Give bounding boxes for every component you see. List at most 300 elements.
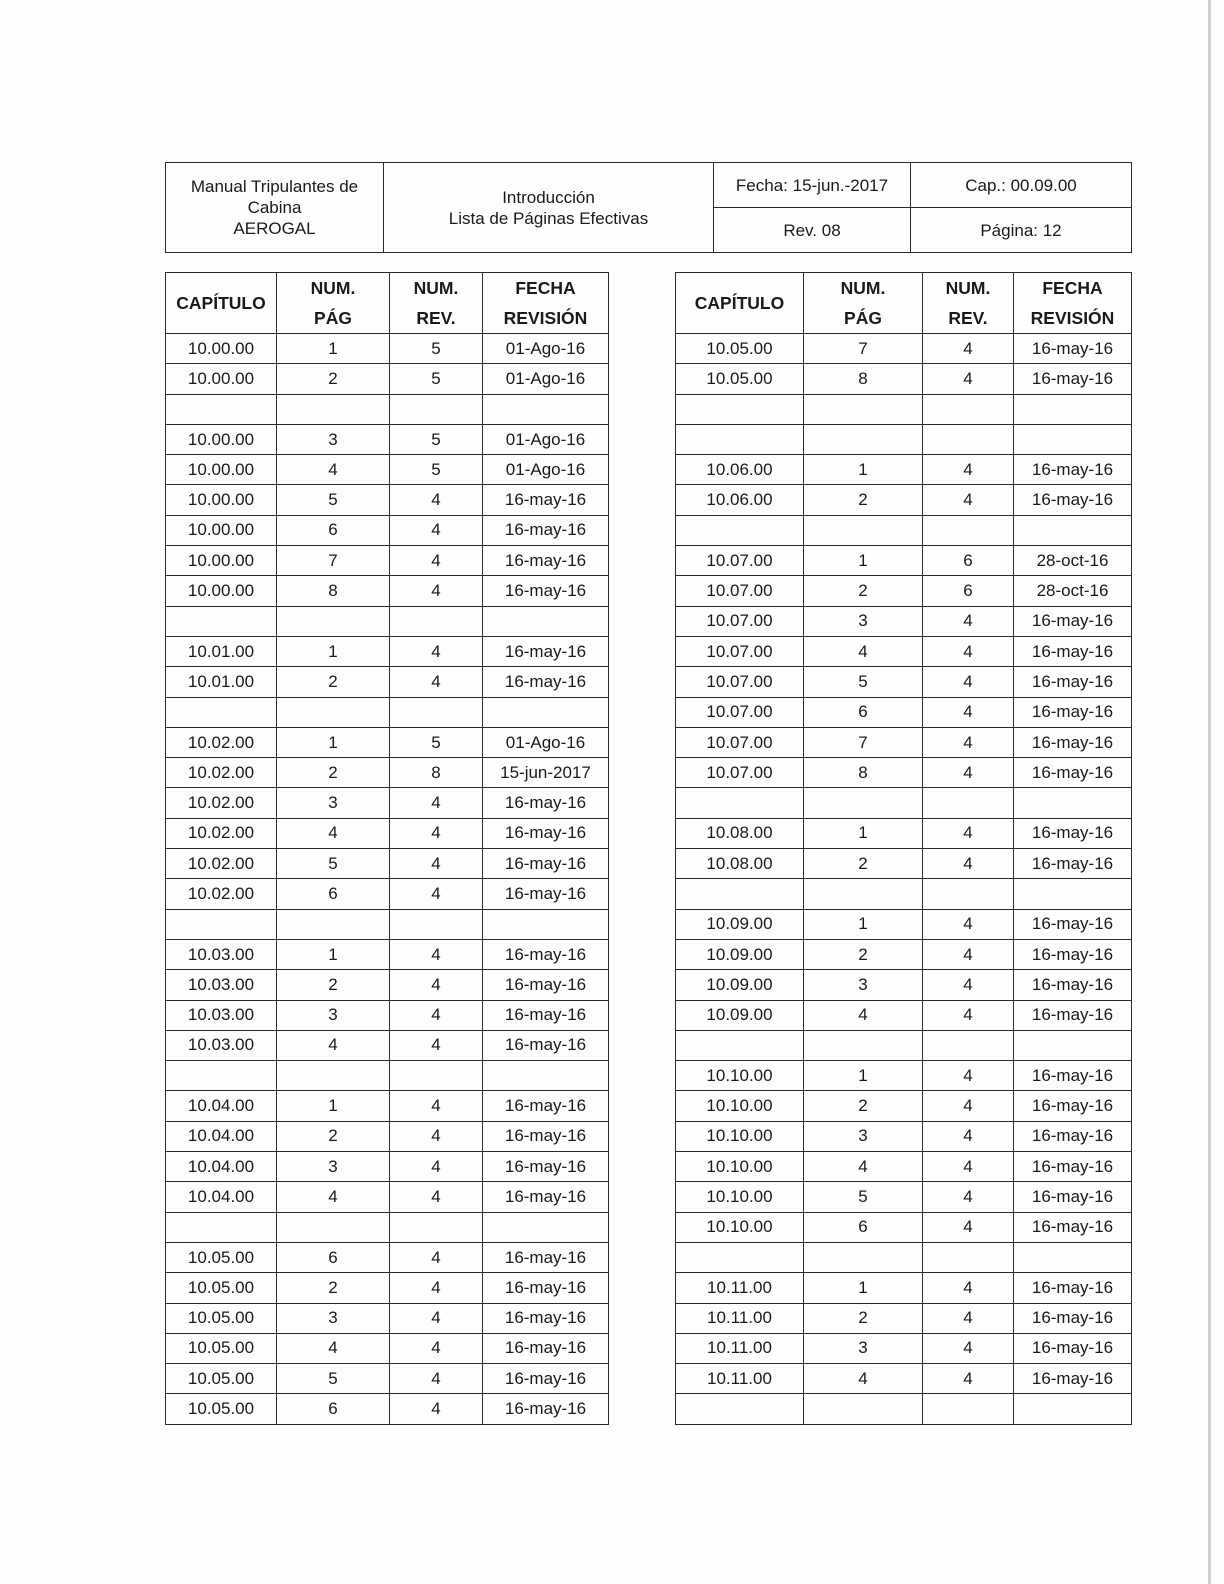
cell-num-rev: 4 (923, 909, 1014, 939)
cell-capitulo (166, 1061, 277, 1091)
table-row (166, 455, 609, 485)
cell-num-rev (390, 697, 483, 727)
cell-num-rev (923, 1030, 1014, 1060)
table-row (676, 667, 1132, 697)
cell-capitulo: 10.00.00 (166, 334, 277, 364)
section-title-line1: Introducción (502, 187, 595, 207)
capitulo-cell: Cap.: 00.09.00 (911, 163, 1132, 208)
cell-fecha: 28-oct-16 (1014, 576, 1132, 606)
cell-capitulo: 10.05.00 (676, 334, 804, 364)
cell-capitulo: 10.02.00 (166, 849, 277, 879)
cell-fecha (1014, 1394, 1132, 1424)
cell-fecha: 16-may-16 (1014, 1000, 1132, 1030)
table-row (166, 788, 609, 818)
cell-capitulo (166, 394, 277, 424)
cell-num-pag: 1 (804, 818, 923, 848)
cell-capitulo: 10.05.00 (676, 364, 804, 394)
cell-num-pag: 7 (804, 334, 923, 364)
table-row (166, 1152, 609, 1182)
cell-capitulo: 10.05.00 (166, 1394, 277, 1424)
cell-num-rev: 5 (390, 334, 483, 364)
cell-fecha: 16-may-16 (1014, 1364, 1132, 1394)
cell-num-pag: 1 (804, 455, 923, 485)
cell-num-pag: 4 (804, 636, 923, 666)
col-num-rev (923, 273, 1014, 334)
cell-fecha: 16-may-16 (1014, 1182, 1132, 1212)
cell-num-pag (804, 1394, 923, 1424)
cell-capitulo: 10.05.00 (166, 1242, 277, 1272)
table-row (676, 364, 1132, 394)
table-row (166, 394, 609, 424)
cell-num-rev: 4 (923, 818, 1014, 848)
table-row (166, 939, 609, 969)
table-row (166, 758, 609, 788)
table-row (166, 424, 609, 454)
cell-capitulo: 10.02.00 (166, 818, 277, 848)
col-num-pag-line1: NUM. (310, 278, 356, 298)
col-num-pag (804, 273, 923, 334)
cell-num-rev: 4 (923, 1061, 1014, 1091)
cell-num-rev: 4 (390, 1273, 483, 1303)
table-row (166, 1394, 609, 1424)
cell-num-pag: 2 (804, 485, 923, 515)
cell-capitulo: 10.07.00 (676, 727, 804, 757)
cell-capitulo: 10.01.00 (166, 636, 277, 666)
table-row (676, 727, 1132, 757)
cell-num-rev: 4 (923, 1273, 1014, 1303)
col-fecha-line2: REVISIÓN (1030, 308, 1115, 328)
col-fecha-line2: REVISIÓN (503, 308, 588, 328)
cell-fecha (483, 394, 609, 424)
effective-pages-table-left (165, 272, 609, 1425)
cell-capitulo: 10.08.00 (676, 849, 804, 879)
cell-fecha: 16-may-16 (483, 485, 609, 515)
cell-num-rev: 4 (923, 364, 1014, 394)
table-row (166, 334, 609, 364)
table-row (166, 1273, 609, 1303)
col-fecha-revision (483, 273, 609, 334)
cell-fecha: 16-may-16 (483, 1030, 609, 1060)
scan-edge (1208, 0, 1211, 1584)
table-row (166, 909, 609, 939)
cell-num-pag: 1 (804, 909, 923, 939)
table-row (676, 455, 1132, 485)
table-row (676, 576, 1132, 606)
cell-num-rev (923, 424, 1014, 454)
cell-num-rev: 4 (390, 1242, 483, 1272)
cell-fecha: 28-oct-16 (1014, 546, 1132, 576)
cell-capitulo: 10.04.00 (166, 1091, 277, 1121)
table-row (676, 1303, 1132, 1333)
cell-capitulo (166, 909, 277, 939)
cell-num-rev: 4 (923, 1152, 1014, 1182)
cell-num-pag: 6 (277, 1242, 390, 1272)
cell-fecha: 16-may-16 (1014, 1212, 1132, 1242)
cell-fecha: 16-may-16 (1014, 849, 1132, 879)
cell-num-pag (804, 1030, 923, 1060)
cell-capitulo: 10.09.00 (676, 970, 804, 1000)
table-row (676, 1394, 1132, 1424)
cell-num-rev (923, 1394, 1014, 1424)
cell-fecha: 16-may-16 (483, 788, 609, 818)
col-num-pag (277, 273, 390, 334)
cell-num-pag: 1 (804, 1273, 923, 1303)
table-row (676, 424, 1132, 454)
table-row (166, 485, 609, 515)
table-row (166, 1091, 609, 1121)
col-fecha-revision (1014, 273, 1132, 334)
cell-capitulo: 10.02.00 (166, 727, 277, 757)
document-title-line3: AEROGAL (233, 219, 316, 238)
cell-capitulo: 10.09.00 (676, 1000, 804, 1030)
cell-fecha: 16-may-16 (1014, 1333, 1132, 1363)
cell-capitulo: 10.03.00 (166, 1030, 277, 1060)
cell-fecha (483, 1212, 609, 1242)
cell-num-rev (390, 1212, 483, 1242)
table-row (166, 546, 609, 576)
cell-fecha: 16-may-16 (1014, 606, 1132, 636)
table-row (676, 546, 1132, 576)
cell-num-pag: 2 (804, 849, 923, 879)
cell-fecha: 16-may-16 (483, 818, 609, 848)
table-row (676, 636, 1132, 666)
cell-num-pag: 7 (804, 727, 923, 757)
cell-fecha: 16-may-16 (1014, 667, 1132, 697)
table-row (676, 909, 1132, 939)
document-title-cell (166, 163, 384, 253)
col-num-pag-line2: PÁG (844, 308, 882, 328)
table-row (166, 667, 609, 697)
cell-num-pag: 6 (277, 515, 390, 545)
col-num-rev-line2: REV. (416, 308, 456, 328)
col-num-rev-line1: NUM. (945, 278, 991, 298)
cell-capitulo: 10.07.00 (676, 546, 804, 576)
cell-num-rev: 4 (390, 818, 483, 848)
cell-num-pag: 3 (277, 1152, 390, 1182)
table-row (166, 364, 609, 394)
cell-num-pag: 5 (277, 485, 390, 515)
effective-pages-table-right (675, 272, 1132, 1425)
cell-fecha: 16-may-16 (1014, 1121, 1132, 1151)
cell-num-rev: 6 (923, 546, 1014, 576)
cell-fecha: 16-may-16 (483, 667, 609, 697)
table-body-right (676, 334, 1132, 1425)
cell-capitulo: 10.07.00 (676, 636, 804, 666)
cell-num-rev (390, 1061, 483, 1091)
cell-num-rev: 4 (390, 636, 483, 666)
cell-num-pag: 1 (804, 546, 923, 576)
cell-fecha: 16-may-16 (483, 1182, 609, 1212)
cell-fecha: 16-may-16 (1014, 1091, 1132, 1121)
cell-num-pag: 8 (804, 364, 923, 394)
cell-num-rev (390, 606, 483, 636)
cell-num-pag: 4 (804, 1152, 923, 1182)
cell-capitulo: 10.06.00 (676, 485, 804, 515)
cell-capitulo: 10.11.00 (676, 1364, 804, 1394)
cell-fecha: 01-Ago-16 (483, 334, 609, 364)
cell-capitulo: 10.10.00 (676, 1061, 804, 1091)
cell-fecha (1014, 1030, 1132, 1060)
cell-num-pag: 1 (277, 727, 390, 757)
cell-num-rev: 4 (390, 1182, 483, 1212)
cell-fecha: 16-may-16 (1014, 334, 1132, 364)
cell-fecha: 01-Ago-16 (483, 364, 609, 394)
section-title-cell (384, 163, 714, 253)
cell-capitulo: 10.02.00 (166, 879, 277, 909)
cell-fecha: 01-Ago-16 (483, 727, 609, 757)
table-row (166, 727, 609, 757)
cell-fecha: 16-may-16 (483, 849, 609, 879)
cell-fecha: 16-may-16 (1014, 1273, 1132, 1303)
pagina-cell: Página: 12 (911, 208, 1132, 253)
cell-num-pag (277, 606, 390, 636)
cell-capitulo: 10.03.00 (166, 1000, 277, 1030)
table-row (166, 1182, 609, 1212)
cell-num-pag: 4 (277, 1030, 390, 1060)
cell-fecha: 16-may-16 (1014, 818, 1132, 848)
cell-fecha: 16-may-16 (483, 1000, 609, 1030)
table-row (166, 879, 609, 909)
cell-num-rev: 4 (390, 667, 483, 697)
cell-fecha (1014, 515, 1132, 545)
cell-fecha: 16-may-16 (1014, 909, 1132, 939)
table-row (166, 970, 609, 1000)
table-row (166, 1000, 609, 1030)
cell-num-rev: 4 (923, 1303, 1014, 1333)
cell-capitulo: 10.07.00 (676, 697, 804, 727)
cell-capitulo: 10.04.00 (166, 1182, 277, 1212)
cell-fecha: 01-Ago-16 (483, 455, 609, 485)
cell-num-pag: 4 (277, 455, 390, 485)
table-row (166, 1061, 609, 1091)
cell-capitulo (676, 424, 804, 454)
cell-capitulo: 10.07.00 (676, 667, 804, 697)
cell-num-rev (390, 394, 483, 424)
table-row (166, 606, 609, 636)
cell-fecha: 16-may-16 (483, 1273, 609, 1303)
cell-num-pag: 2 (804, 576, 923, 606)
cell-fecha (1014, 394, 1132, 424)
cell-num-pag: 4 (804, 1000, 923, 1030)
cell-num-rev: 4 (390, 970, 483, 1000)
cell-num-rev: 8 (390, 758, 483, 788)
cell-num-pag (277, 1061, 390, 1091)
cell-num-rev: 4 (923, 636, 1014, 666)
table-header-row (166, 273, 609, 334)
cell-capitulo: 10.05.00 (166, 1303, 277, 1333)
cell-capitulo: 10.00.00 (166, 455, 277, 485)
cell-num-rev: 6 (923, 576, 1014, 606)
document-title-line2: Cabina (247, 198, 302, 217)
cell-num-pag: 7 (277, 546, 390, 576)
cell-num-pag (804, 879, 923, 909)
table-row (676, 1030, 1132, 1060)
col-num-rev-line2: REV. (948, 308, 988, 328)
table-row (166, 515, 609, 545)
cell-num-rev: 4 (923, 1091, 1014, 1121)
cell-num-rev (923, 788, 1014, 818)
cell-num-pag: 2 (804, 1091, 923, 1121)
cell-capitulo: 10.07.00 (676, 606, 804, 636)
cell-num-rev: 4 (390, 939, 483, 969)
cell-num-rev: 4 (923, 1121, 1014, 1151)
cell-capitulo: 10.00.00 (166, 424, 277, 454)
cell-num-pag: 6 (277, 879, 390, 909)
cell-num-rev: 4 (923, 667, 1014, 697)
cell-num-pag: 5 (277, 849, 390, 879)
table-row (676, 849, 1132, 879)
cell-num-rev: 4 (390, 1000, 483, 1030)
cell-capitulo: 10.02.00 (166, 758, 277, 788)
cell-num-pag: 4 (277, 818, 390, 848)
cell-fecha: 16-may-16 (483, 1091, 609, 1121)
cell-fecha: 16-may-16 (483, 576, 609, 606)
col-capitulo: CAPÍTULO (676, 273, 804, 334)
table-row (676, 879, 1132, 909)
cell-num-rev: 4 (390, 1394, 483, 1424)
cell-num-pag (277, 909, 390, 939)
cell-capitulo (166, 1212, 277, 1242)
cell-num-rev: 4 (390, 546, 483, 576)
cell-num-rev: 4 (390, 1152, 483, 1182)
cell-fecha: 16-may-16 (483, 636, 609, 666)
cell-fecha: 16-may-16 (1014, 364, 1132, 394)
cell-num-pag: 3 (804, 1333, 923, 1363)
table-row (166, 818, 609, 848)
cell-num-rev: 4 (923, 1364, 1014, 1394)
cell-fecha (1014, 788, 1132, 818)
cell-num-pag: 3 (277, 424, 390, 454)
cell-capitulo (676, 879, 804, 909)
cell-num-rev: 4 (923, 970, 1014, 1000)
cell-fecha: 16-may-16 (483, 1121, 609, 1151)
table-row (166, 697, 609, 727)
cell-num-pag: 5 (277, 1364, 390, 1394)
cell-num-pag (277, 394, 390, 424)
cell-num-rev: 4 (923, 727, 1014, 757)
cell-capitulo: 10.00.00 (166, 576, 277, 606)
cell-fecha: 16-may-16 (483, 1333, 609, 1363)
cell-fecha: 16-may-16 (483, 546, 609, 576)
cell-num-pag: 2 (804, 939, 923, 969)
table-row (676, 1121, 1132, 1151)
cell-num-pag: 2 (277, 970, 390, 1000)
cell-capitulo (166, 697, 277, 727)
table-row (676, 1152, 1132, 1182)
cell-num-rev: 4 (390, 1303, 483, 1333)
cell-capitulo: 10.05.00 (166, 1364, 277, 1394)
cell-fecha: 16-may-16 (1014, 1303, 1132, 1333)
col-num-rev-line1: NUM. (413, 278, 459, 298)
cell-fecha: 16-may-16 (483, 1364, 609, 1394)
table-row (676, 485, 1132, 515)
cell-capitulo (676, 1242, 804, 1272)
cell-capitulo: 10.08.00 (676, 818, 804, 848)
cell-fecha: 01-Ago-16 (483, 424, 609, 454)
cell-num-pag: 8 (804, 758, 923, 788)
cell-fecha (1014, 1242, 1132, 1272)
cell-num-rev: 4 (390, 1333, 483, 1363)
cell-capitulo: 10.09.00 (676, 909, 804, 939)
cell-num-pag: 6 (804, 697, 923, 727)
table-body-left (166, 334, 609, 1425)
fecha-cell: Fecha: 15-jun.-2017 (714, 163, 911, 208)
table-row (676, 1182, 1132, 1212)
cell-num-pag: 3 (277, 788, 390, 818)
cell-num-pag: 3 (804, 970, 923, 1000)
table-row (676, 818, 1132, 848)
cell-capitulo: 10.07.00 (676, 576, 804, 606)
col-num-rev (390, 273, 483, 334)
cell-num-rev: 4 (390, 1121, 483, 1151)
col-num-pag-line1: NUM. (840, 278, 886, 298)
document-title-line1: Manual Tripulantes de (190, 177, 359, 196)
cell-capitulo: 10.10.00 (676, 1182, 804, 1212)
table-row (676, 1242, 1132, 1272)
cell-num-rev: 4 (923, 455, 1014, 485)
cell-fecha (483, 909, 609, 939)
cell-num-rev: 4 (390, 485, 483, 515)
cell-fecha: 16-may-16 (1014, 970, 1132, 1000)
cell-capitulo: 10.04.00 (166, 1152, 277, 1182)
cell-num-rev: 4 (390, 1091, 483, 1121)
cell-fecha (1014, 424, 1132, 454)
cell-num-pag: 5 (804, 1182, 923, 1212)
cell-capitulo (166, 606, 277, 636)
table-row (166, 849, 609, 879)
cell-num-pag: 2 (804, 1303, 923, 1333)
cell-num-pag: 3 (804, 606, 923, 636)
table-header-row (676, 273, 1132, 334)
cell-fecha: 16-may-16 (483, 1152, 609, 1182)
cell-capitulo: 10.05.00 (166, 1333, 277, 1363)
cell-num-rev: 5 (390, 364, 483, 394)
cell-capitulo: 10.07.00 (676, 758, 804, 788)
cell-num-rev: 4 (923, 758, 1014, 788)
table-row (166, 1212, 609, 1242)
table-row (166, 1333, 609, 1363)
table-row (676, 1273, 1132, 1303)
cell-fecha: 16-may-16 (483, 1394, 609, 1424)
cell-capitulo: 10.11.00 (676, 1333, 804, 1363)
cell-capitulo: 10.03.00 (166, 939, 277, 969)
revision-cell: Rev. 08 (714, 208, 911, 253)
cell-num-rev: 4 (390, 576, 483, 606)
table-row (166, 1303, 609, 1333)
cell-num-rev: 4 (390, 1030, 483, 1060)
cell-fecha: 16-may-16 (483, 1303, 609, 1333)
cell-fecha: 16-may-16 (1014, 758, 1132, 788)
cell-capitulo (676, 1394, 804, 1424)
cell-num-pag: 2 (277, 758, 390, 788)
col-capitulo: CAPÍTULO (166, 273, 277, 334)
table-row (676, 606, 1132, 636)
table-row (676, 758, 1132, 788)
cell-capitulo: 10.10.00 (676, 1152, 804, 1182)
cell-fecha: 16-may-16 (483, 970, 609, 1000)
cell-num-pag (804, 788, 923, 818)
cell-num-rev: 4 (923, 606, 1014, 636)
cell-num-pag (804, 424, 923, 454)
cell-fecha: 15-jun-2017 (483, 758, 609, 788)
cell-num-pag: 6 (804, 1212, 923, 1242)
cell-fecha (483, 697, 609, 727)
cell-capitulo: 10.00.00 (166, 546, 277, 576)
cell-num-pag (277, 1212, 390, 1242)
cell-capitulo: 10.09.00 (676, 939, 804, 969)
cell-num-pag: 3 (804, 1121, 923, 1151)
table-row (676, 970, 1132, 1000)
